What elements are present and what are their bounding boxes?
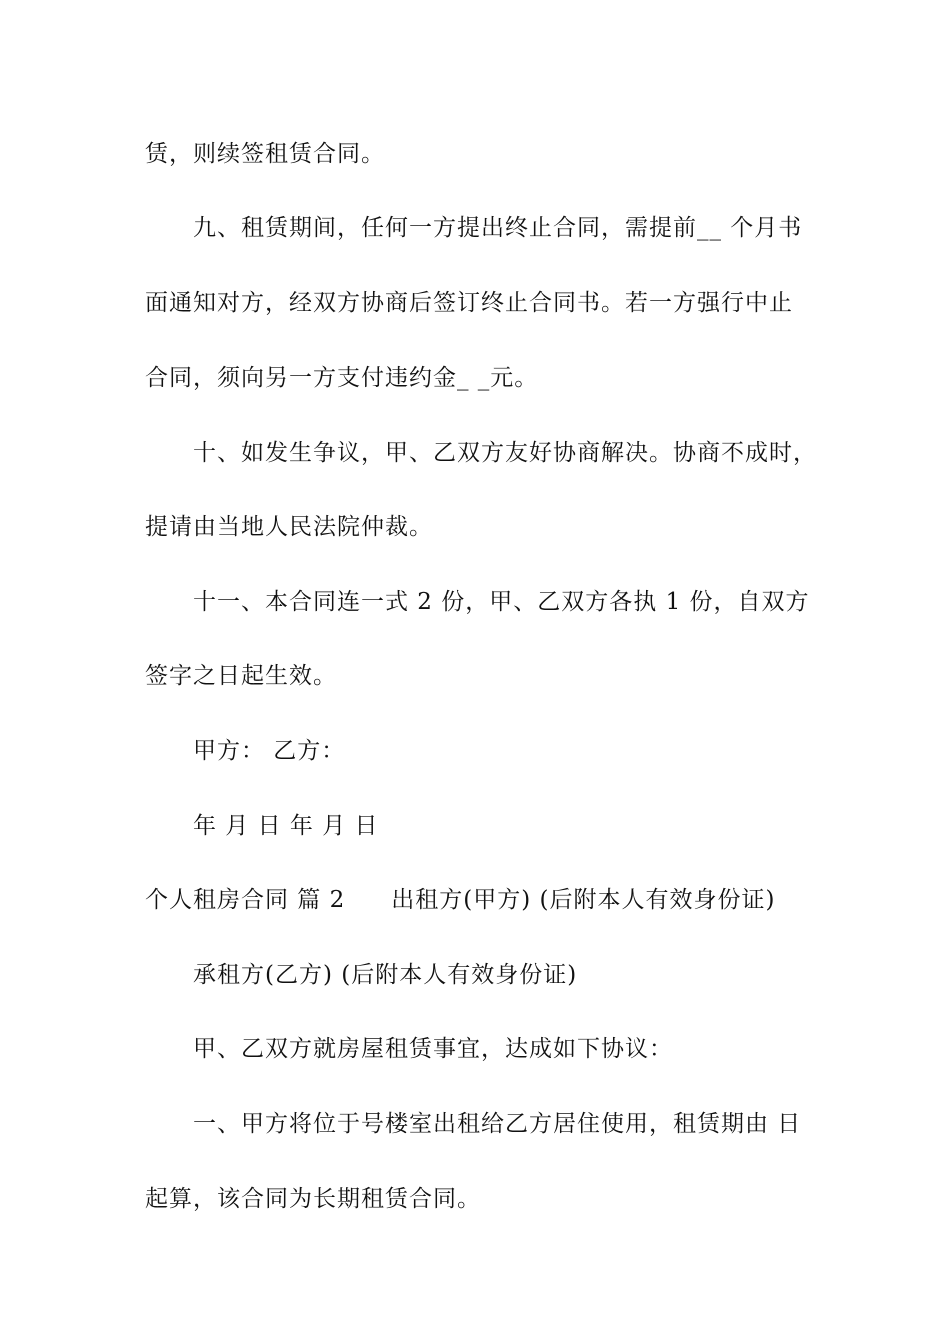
- clause-nine-line: 九、租赁期间，任何一方提出终止合同，需提前__ 个月书: [193, 215, 803, 241]
- agreement-intro-line: 甲、乙双方就房屋租赁事宜，达成如下协议：: [193, 1036, 673, 1062]
- signature-parties-line: 甲方： 乙方：: [193, 738, 346, 764]
- paragraph-line: 签字之日起生效。: [145, 663, 337, 689]
- clause-eleven-line: 十一、本合同连一式 2 份，甲、乙双方各执 1 份，自双方: [193, 589, 810, 615]
- clause-ten-line: 十、如发生争议，甲、乙双方友好协商解决。协商不成时，: [193, 440, 817, 466]
- paragraph-line: 提请由当地人民法院仲裁。: [145, 514, 433, 540]
- signature-date-line: 年 月 日 年 月 日: [193, 813, 379, 839]
- lessor-line: 出租方(甲方) (后附本人有效身份证): [391, 887, 776, 913]
- paragraph-line: 合同，须向另一方支付违约金_ _元。: [145, 365, 539, 391]
- section-title: 个人租房合同 篇 2: [145, 887, 346, 913]
- section-heading-line: [145, 885, 825, 915]
- clause-one-line: 一、甲方将位于号楼室出租给乙方居住使用，租赁期由 日: [193, 1111, 802, 1137]
- paragraph-line: 起算，该合同为长期租赁合同。: [145, 1186, 481, 1212]
- lessee-line: 承租方(乙方) (后附本人有效身份证): [193, 962, 578, 988]
- paragraph-line: 面通知对方，经双方协商后签订终止合同书。若一方强行中止: [145, 290, 793, 316]
- paragraph-line: 赁，则续签租赁合同。: [145, 141, 385, 167]
